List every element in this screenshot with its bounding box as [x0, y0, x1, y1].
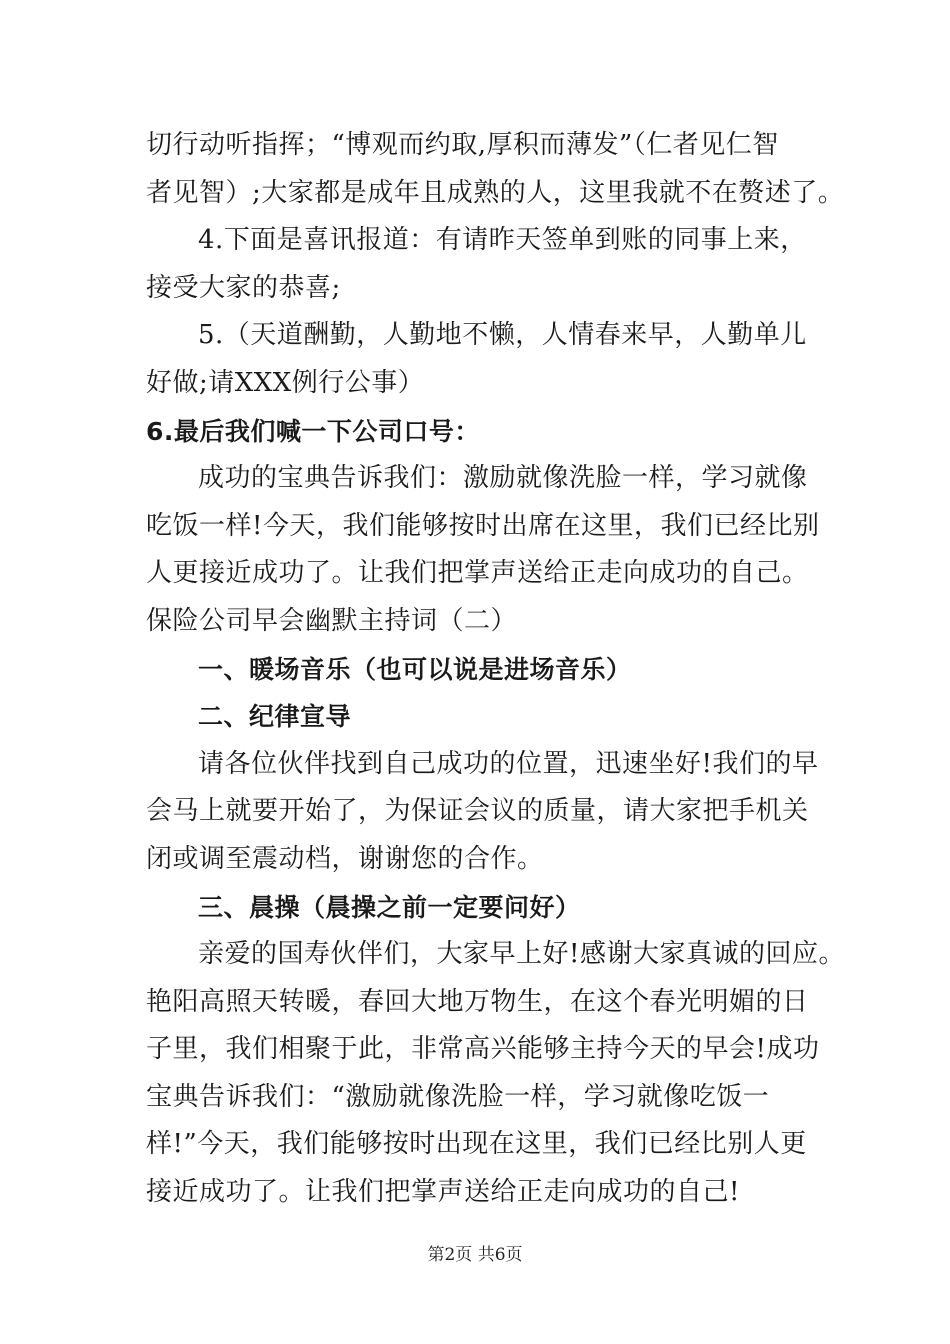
section-heading: 一、暖场音乐（也可以说是进场音乐） — [198, 654, 632, 684]
section-heading: 6.最后我们喊一下公司口号： — [146, 416, 480, 446]
text-line: 接受大家的恭喜; — [146, 272, 341, 303]
text-line: 闭或调至震动档，谢谢您的合作。 — [146, 843, 544, 874]
text-line: 5.（天道酬勤，人勤地不懒，人情春来早，人勤单儿 — [198, 320, 807, 351]
text-line: 成功的宝典告诉我们：激励就像洗脸一样，学习就像 — [198, 463, 808, 494]
text-line: 者见智）;大家都是成年且成熟的人，这里我就不在赘述了。 — [146, 177, 845, 208]
document-subtitle: 保险公司早会幽默主持词（二） — [146, 605, 518, 636]
text-line: 宝典告诉我们：“激励就像洗脸一样，学习就像吃饭一 — [146, 1081, 770, 1112]
text-line: 人更接近成功了。让我们把掌声送给正走向成功的自己。 — [146, 558, 809, 589]
page-footer: 第2页 共6页 — [427, 1245, 523, 1265]
text-line: 样!”今天，我们能够按时出现在这里，我们已经比别人更 — [146, 1129, 807, 1160]
text-line: 切行动听指挥；“博观而约取,厚积而薄发”（仁者见仁智 — [146, 130, 779, 160]
text-line: 请各位伙伴找到自己成功的位置，迅速坐好!我们的早 — [198, 748, 819, 779]
text-line: 会马上就要开始了，为保证会议的质量，请大家把手机关 — [146, 796, 809, 827]
document-body — [146, 122, 845, 1217]
section-heading: 二、纪律宣导 — [198, 702, 352, 732]
text-line: 亲爱的国寿伙伴们，大家早上好!感谢大家真诚的回应。 — [198, 939, 845, 970]
section-heading: 三、晨操（晨操之前一定要问好） — [198, 892, 581, 922]
text-line: 艳阳高照天转暖，春回大地万物生，在这个春光明媚的日 — [146, 986, 809, 1017]
text-line: 吃饭一样!今天，我们能够按时出席在这里，我们已经比别 — [146, 510, 820, 541]
text-line: 子里，我们相聚于此，非常高兴能够主持今天的早会!成功 — [146, 1034, 820, 1065]
text-line: 4.下面是喜讯报道：有请昨天签单到账的同事上来， — [198, 225, 807, 256]
text-line: 好做;请XXX例行公事） — [146, 367, 425, 398]
text-line: 接近成功了。让我们把掌声送给正走向成功的自己! — [146, 1177, 740, 1208]
